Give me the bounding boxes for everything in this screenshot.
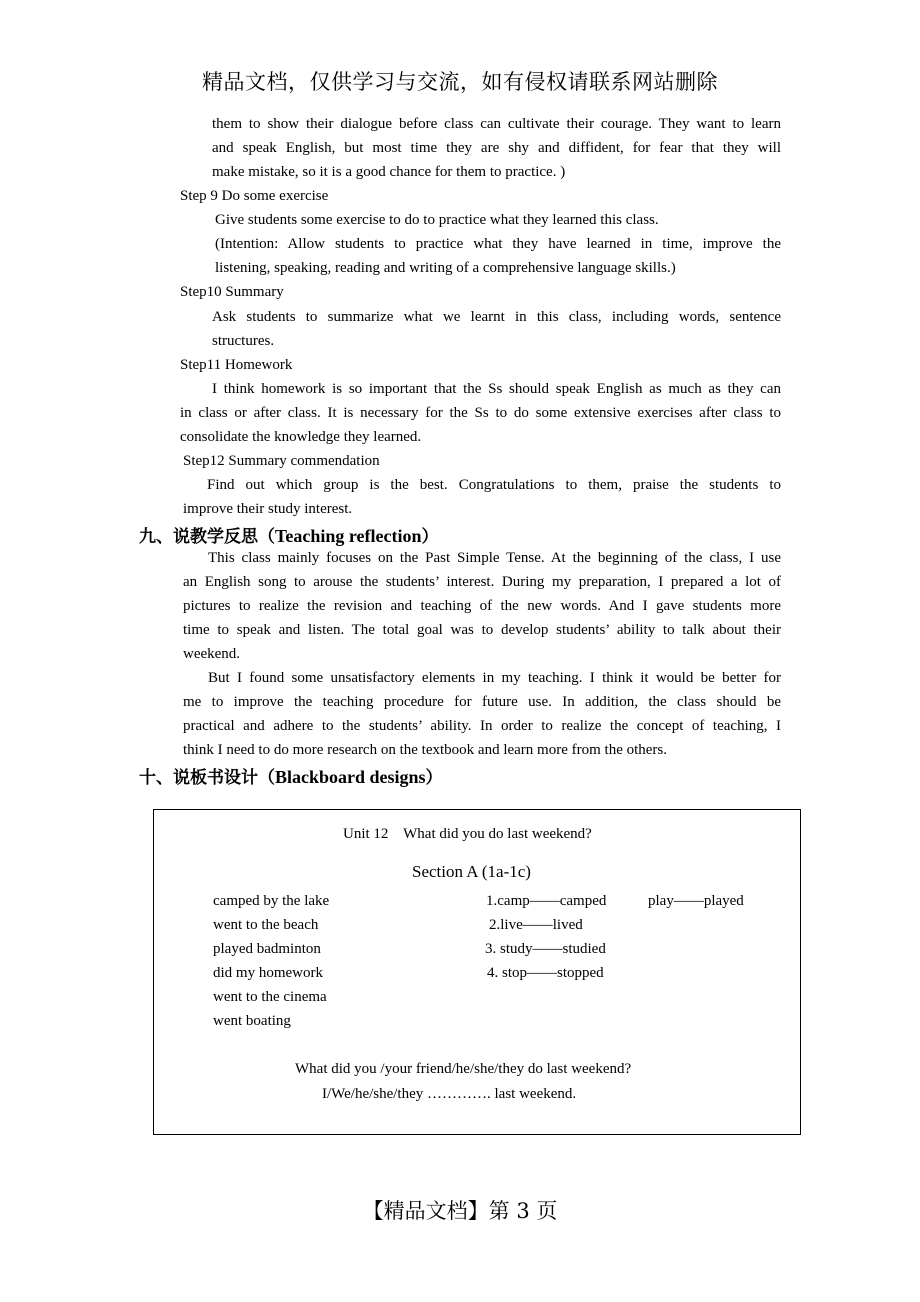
intro-line-3: make mistake, so it is a good chance for them to practice. ) <box>212 164 566 180</box>
reflection-p1-line-1: This class mainly focuses on the Past Simple Tense. At the beginning of the class, I use <box>208 550 781 566</box>
step11-line-3: consolidate the knowledge they learned. <box>180 429 422 445</box>
section9-heading: 九、说教学反思（Teaching reflection） <box>139 526 439 547</box>
board-verb: 2.live——lived <box>489 917 583 933</box>
step9-title: Step 9 Do some exercise <box>180 188 329 204</box>
intro-line-1: them to show their dialogue before class can cultivate their courage. They want to learn <box>212 116 781 132</box>
page-header: 精品文档，仅供学习与交流，如有侵权请联系网站删除 <box>202 70 718 94</box>
board-verb: 1.camp——camped <box>486 893 607 909</box>
intro-line-2: and speak English, but most time they are shy and diffident, for fear that they will <box>212 140 781 156</box>
step10-line-1: Ask students to summarize what we learnt in this class, including words, sentence <box>212 309 781 325</box>
step11-line-1: I think homework is so important that the Ss should speak English as much as they can <box>212 381 781 397</box>
reflection-p2-line-4: think I need to do more research on the textbook and learn more from the others. <box>183 742 668 758</box>
section10-heading: 十、说板书设计（Blackboard designs） <box>139 767 443 788</box>
board-phrase: went to the cinema <box>213 989 327 1005</box>
step12-title: Step12 Summary commendation <box>183 453 380 469</box>
board-phrase: went to the beach <box>213 917 319 933</box>
reflection-p2-line-3: practical and adhere to the students’ ability. In order to realize the concept of teaching, I <box>183 718 781 734</box>
blackboard-design-box <box>153 809 801 1135</box>
board-verb: 4. stop——stopped <box>487 965 604 981</box>
page-footer: 【精品文档】第 3 页 <box>362 1199 558 1223</box>
reflection-p2-line-2: me to improve the teaching procedure for future use. In addition, the class should be <box>183 694 781 710</box>
reflection-p2-line-1: But I found some unsatisfactory elements in my teaching. I think it would be better for <box>208 670 781 686</box>
board-answer: I/We/he/she/they …………. last weekend. <box>322 1086 577 1102</box>
board-section: Section A (1a-1c) <box>412 862 531 881</box>
board-phrase: played badminton <box>213 941 321 957</box>
board-verb-extra: play——played <box>648 893 744 909</box>
board-question: What did you /your friend/he/she/they do last weekend? <box>295 1061 632 1077</box>
board-phrase: camped by the lake <box>213 893 330 909</box>
board-verb: 3. study——studied <box>485 941 606 957</box>
board-phrase: went boating <box>213 1013 291 1029</box>
step9-line-2: (Intention: Allow students to practice what they have learned in time, improve the <box>215 236 781 252</box>
reflection-p1-line-4: time to speak and listen. The total goal was to develop students’ ability to talk about their <box>183 622 781 638</box>
step9-line-3: listening, speaking, reading and writing of a comprehensive language skills.) <box>215 260 676 276</box>
board-phrase: did my homework <box>213 965 323 981</box>
step10-title: Step10 Summary <box>180 284 284 300</box>
step12-line-2: improve their study interest. <box>183 501 353 517</box>
board-title: Unit 12 What did you do last weekend? <box>343 826 592 842</box>
reflection-p1-line-5: weekend. <box>183 646 241 662</box>
reflection-p1-line-2: an English song to arouse the students’ interest. During my preparation, I prepared a lot of <box>183 574 781 590</box>
step11-title: Step11 Homework <box>180 357 293 373</box>
step12-line-1: Find out which group is the best. Congratulations to them, praise the students to <box>207 477 781 493</box>
step11-line-2: in class or after class. It is necessary for the Ss to do some extensive exercises after class to <box>180 405 781 421</box>
step9-line-1: Give students some exercise to do to practice what they learned this class. <box>215 212 659 228</box>
step10-line-2: structures. <box>212 333 275 349</box>
reflection-p1-line-3: pictures to realize the revision and teaching of the new words. And I gave students more <box>183 598 781 614</box>
